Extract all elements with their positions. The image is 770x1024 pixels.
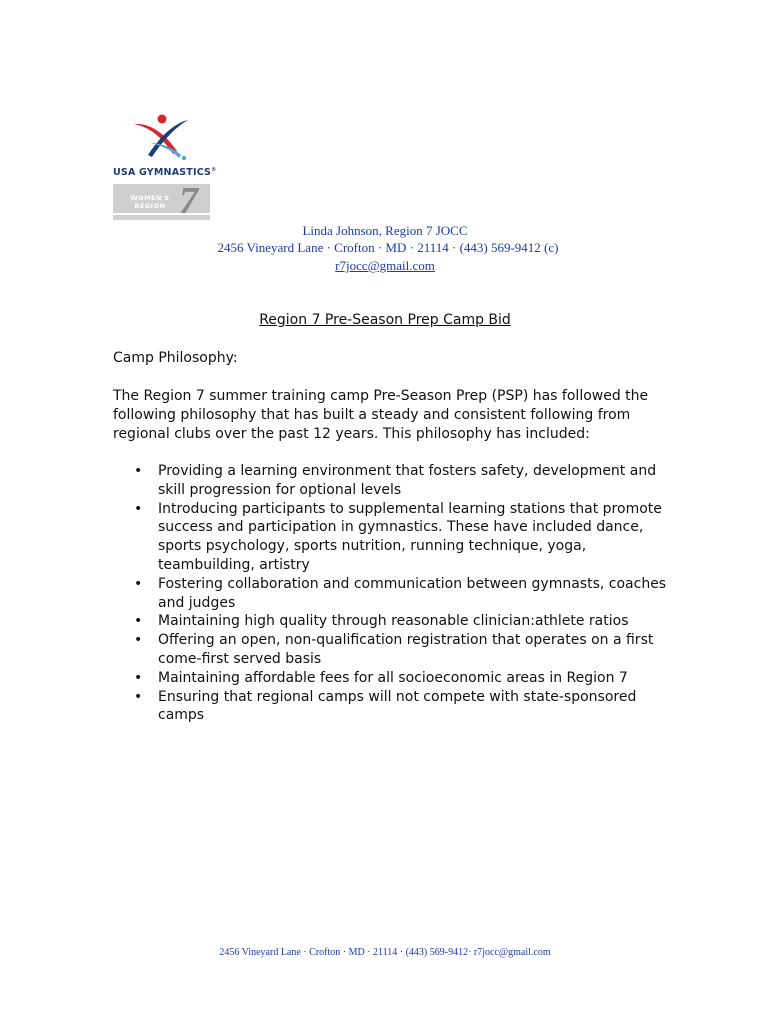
region-number: 7	[179, 180, 198, 222]
usa-gymnastics-region-7-logo	[113, 108, 218, 223]
womens-region-badge	[113, 180, 210, 222]
usa-gymnastics-star-icon	[131, 110, 191, 165]
list-item-text: Introducing participants to supplemental learning stations that promote success and participation in gymnastics. These have included dance, sports psychology, sports nutrition, running technique, yoga, teambuilding, artistry	[158, 500, 662, 573]
intro-paragraph: The Region 7 summer training camp Pre-Season Prep (PSP) has followed the following philosophy that has built a steady and consistent following from regional clubs over the past 12 years. This philosophy has included:	[113, 388, 649, 442]
document-title-text: Region 7 Pre-Season Prep Camp Bid	[259, 312, 511, 328]
list-item	[113, 688, 673, 726]
list-item-text: Providing a learning environment that fosters safety, development and skill progression for optional levels	[158, 463, 657, 498]
section-heading: Camp Philosophy:	[113, 350, 238, 366]
letterhead-name: Linda Johnson, Region 7 JOCC	[302, 223, 468, 238]
list-item	[113, 462, 673, 500]
bullet-icon: •	[134, 688, 143, 705]
region-badge-line-2: REGION	[134, 202, 166, 210]
bullet-icon: •	[134, 500, 143, 517]
letterhead-address: 2456 Vineyard Lane · Crofton · MD · 21114 · (443) 569-9412 (c)	[217, 240, 559, 255]
document-title	[0, 312, 770, 328]
bullet-icon: •	[134, 632, 143, 649]
list-item-text: Fostering collaboration and communication between gymnasts, coaches and judges	[158, 575, 667, 611]
list-item-text: Offering an open, non-qualification registration that operates on a first come-first served basis	[158, 632, 654, 667]
list-item-text: Maintaining high quality through reasonable clinician:athlete ratios	[158, 613, 629, 630]
list-item	[113, 631, 673, 669]
bullet-icon: •	[134, 613, 143, 630]
list-item	[113, 500, 673, 575]
bullet-icon: •	[134, 463, 143, 479]
list-item	[113, 612, 673, 631]
usa-gymnastics-wordmark: USA GYMNASTICS®	[113, 167, 217, 179]
bullet-icon: •	[134, 575, 143, 592]
page-footer: 2456 Vineyard Lane · Crofton · MD · 21114 · (443) 569-9412· r7jocc@gmail.com	[219, 947, 551, 958]
letterhead-email-wrapper	[0, 258, 770, 274]
region-badge-line-1: WOMEN'S	[130, 194, 170, 202]
list-item	[113, 669, 673, 688]
bullet-icon: •	[134, 669, 143, 686]
letterhead-email-link[interactable]: r7jocc@gmail.com	[335, 258, 435, 273]
list-item-text: Ensuring that regional camps will not compete with state-sponsored camps	[158, 688, 637, 724]
list-item-text: Maintaining affordable fees for all socioeconomic areas in Region 7	[158, 669, 628, 686]
philosophy-list	[113, 462, 673, 725]
list-item	[113, 575, 673, 613]
